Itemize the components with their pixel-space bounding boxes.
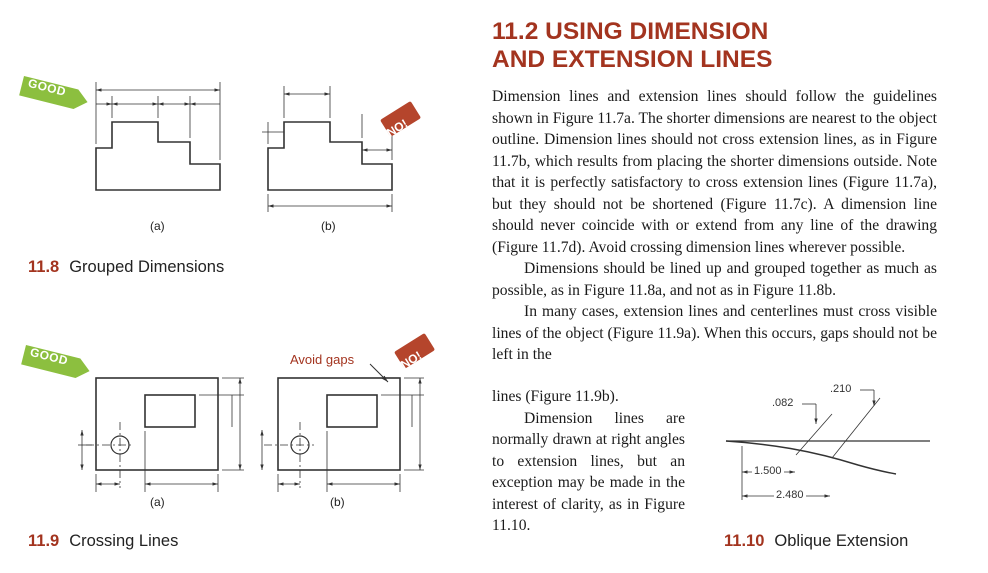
section-heading-line2: AND EXTENSION LINES (492, 46, 773, 73)
dim-210: .210 (830, 383, 852, 395)
fig-11-8-label-a: (a) (150, 219, 165, 233)
fig-11-10-caption-number: 11.10 (724, 532, 765, 550)
no-badge-11-8: NO! (384, 116, 411, 140)
paragraph-4: Dimension lines are normally drawn at right angles to extension lines, but an exception may be made in the interest of clarity, as in Figure 11.10. (492, 409, 685, 534)
fig-11-9-caption-text: Crossing Lines (69, 532, 179, 550)
dim-1500: 1.500 (754, 465, 782, 477)
good-badge-11-9: GOOD (28, 345, 70, 368)
dim-082: .082 (772, 397, 794, 409)
body-text-narrow (492, 386, 685, 537)
fig-11-8-caption-number: 11.8 (28, 258, 60, 276)
section-heading-line1: 11.2 USING DIMENSION (492, 18, 769, 45)
paragraph-3: In many cases, extension lines and centerlines must cross visible lines of the object (Figure 11.9a). When this occurs, gaps should not be left in the (492, 303, 937, 363)
fig-11-9-label-b: (b) (330, 495, 345, 509)
fig-11-9-caption-number: 11.9 (28, 532, 60, 550)
fig-11-8-caption-text: Grouped Dimensions (69, 258, 225, 276)
paragraph-1: Dimension lines and extension lines should follow the guidelines shown in Figure 11.7a. The shorter dimensions are nearest to the object outline. Dimension lines should not cross extension lines, as in Figure 11.7b, which results from placing the shorter dimensions outside. Note that it is perfectly satisfactory to cross extension lines (Figure 11.7a), but they should not be shortened (Figure 11.7c). A dimension line should never coincide with or extend from any line of the drawing (Figure 11.7d). Avoid crossing dimension lines wherever possible. (492, 88, 937, 256)
body-text-main (492, 86, 937, 366)
fig-11-8-caption (28, 258, 224, 277)
paragraph-3-end: lines (Figure 11.9b). (492, 388, 619, 405)
section-heading (492, 18, 962, 74)
no-badge-11-9: NO! (398, 348, 425, 372)
fig-11-8-label-b: (b) (321, 219, 336, 233)
fig-11-10-caption (724, 532, 908, 551)
fig-11-9-caption (28, 532, 178, 551)
paragraph-2: Dimensions should be lined up and grouped together as much as possible, as in Figure 11.8a, and not as in Figure 11.8b. (492, 260, 937, 299)
avoid-gaps-annotation: Avoid gaps (290, 352, 355, 367)
fig-11-10-caption-text: Oblique Extension (774, 532, 909, 550)
good-badge-11-8: GOOD (26, 76, 68, 99)
fig-11-9-label-a: (a) (150, 495, 165, 509)
dim-2480: 2.480 (776, 489, 804, 501)
